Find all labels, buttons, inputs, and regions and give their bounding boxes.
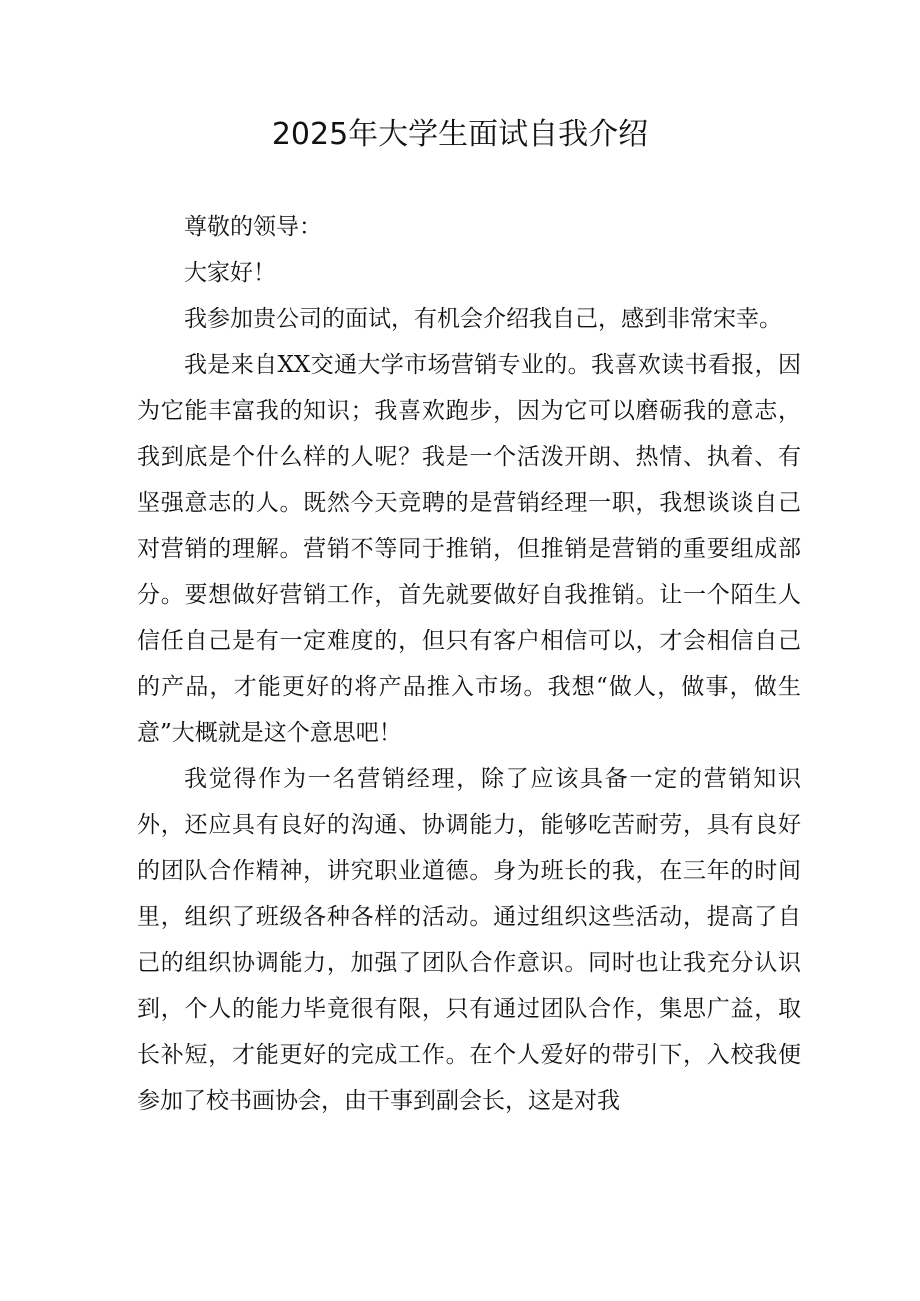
document-title: 2025年大学生面试自我介绍 <box>271 117 649 152</box>
greeting-paragraph: 大家好！ <box>184 260 276 286</box>
document-body <box>137 204 801 1124</box>
background-paragraph: 我是来自XX交通大学市场营销专业的。我喜欢读书看报，因为它能丰富我的知识；我喜欢跑步，因为它可以磨砺我的意志，我到底是个什么样的人呢？我是一个活泼开朗、热情、执着、有坚强意志的人。既然今天竞聘的是营销经理一职，我想谈谈自己对营销的理解。营销不等同于推销，但推销是营销的重要组成部分。要想做好营销工作，首先就要做好自我推销。让一个陌生人信任自己是有一定难度的，但只有客户相信可以，才会相信自己的产品，才能更好的将产品推入市场。我想“做人，做事，做生意”大概就是这个意思吧！ <box>137 352 801 746</box>
intro-paragraph: 我参加贵公司的面试，有机会介绍我自己，感到非常宋幸。 <box>184 306 782 332</box>
salutation-paragraph: 尊敬的领导： <box>184 214 322 240</box>
experience-paragraph: 我觉得作为一名营销经理，除了应该具备一定的营销知识外，还应具有良好的沟通、协调能力，能够吃苦耐劳，具有良好的团队合作精神，讲究职业道德。身为班长的我，在三年的时间里，组织了班级各种各样的活动。通过组织这些活动，提高了自己的组织协调能力，加强了团队合作意识。同时也让我充分认识到，个人的能力毕竟很有限，只有通过团队合作，集思广益，取长补短，才能更好的完成工作。在个人爱好的带引下，入校我便参加了校书画协会，由干事到副会长，这是对我 <box>137 766 801 1114</box>
